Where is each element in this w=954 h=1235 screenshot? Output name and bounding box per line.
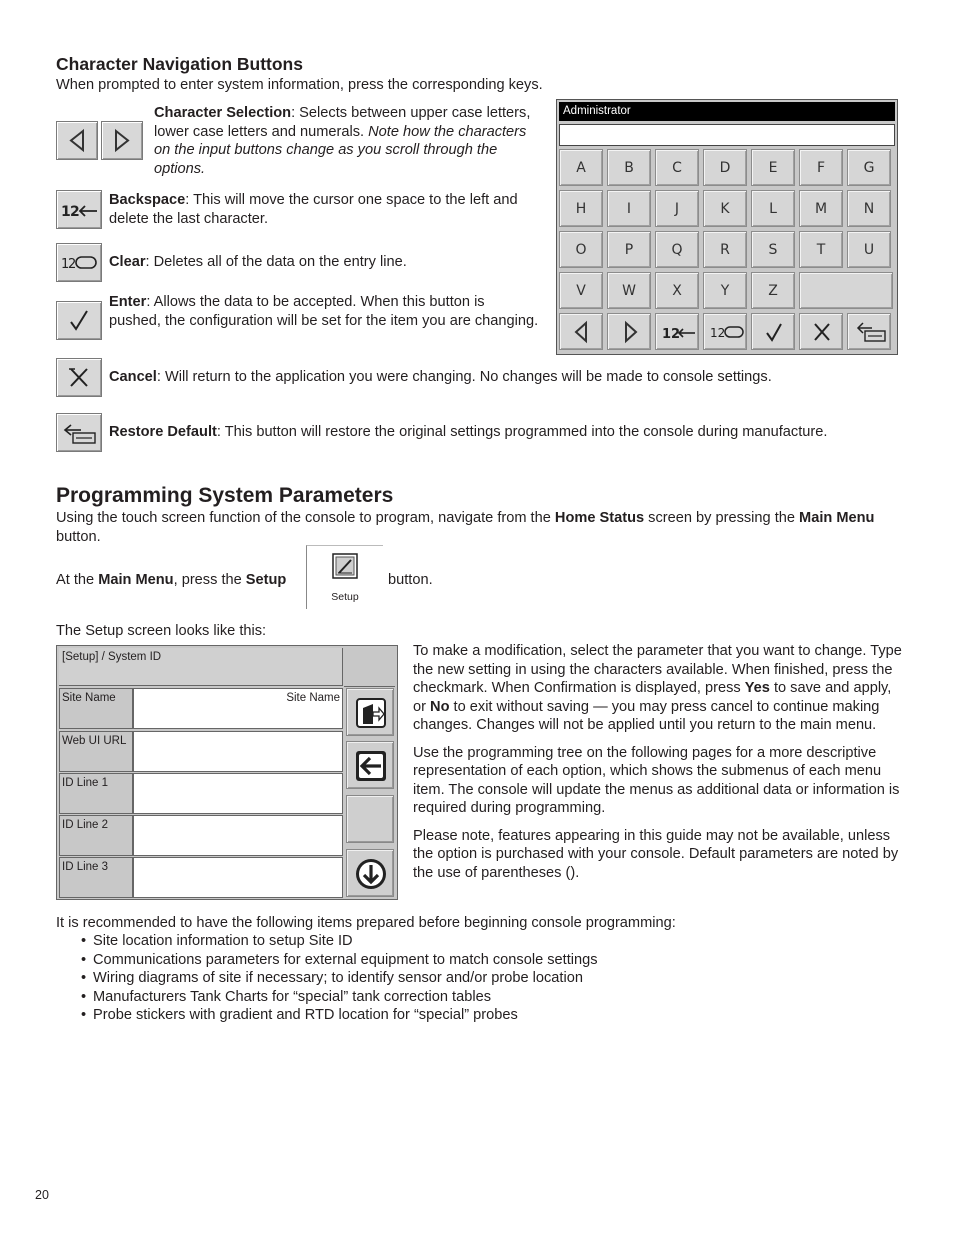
setup-row-id-line-3[interactable] bbox=[59, 857, 343, 898]
back-button[interactable] bbox=[346, 741, 394, 789]
key-j[interactable]: J bbox=[655, 190, 699, 227]
key-d[interactable]: D bbox=[703, 149, 747, 186]
setup-row-id-line-2[interactable] bbox=[59, 815, 343, 856]
programming-intro: Using the touch screen function of the console to program, navigate from the Home Status screen by pressing the Main Menu button. bbox=[56, 510, 875, 545]
keypad-restore-default-button[interactable] bbox=[847, 313, 891, 350]
backspace-button[interactable] bbox=[56, 190, 102, 229]
key-b[interactable]: B bbox=[607, 149, 651, 186]
restore-default-description: Restore Default: This button will restore the original settings programmed into the console during manufacture. bbox=[109, 424, 828, 440]
setup-row-id-line-1[interactable] bbox=[59, 773, 343, 814]
button-word: button. bbox=[388, 572, 433, 588]
key-q[interactable]: Q bbox=[655, 231, 699, 268]
right-arrow-icon bbox=[102, 122, 142, 159]
restore-default-icon bbox=[57, 414, 101, 451]
recommend-intro: It is recommended to have the following items prepared before beginning console programming: bbox=[56, 915, 676, 931]
left-arrow-button[interactable] bbox=[56, 121, 98, 160]
right-arrow-button[interactable] bbox=[101, 121, 143, 160]
cancel-x-icon bbox=[806, 318, 838, 346]
back-arrow-icon bbox=[354, 749, 388, 783]
row-label: Site Name bbox=[59, 688, 133, 729]
list-item: • Wiring diagrams of site if necessary; to identify sensor and/or probe location bbox=[81, 969, 901, 988]
modification-paragraph: To make a modification, select the parameter that you want to change. Type the new setting in using the characters available. When finished, press the checkmark. When Confirmation is displayed, press Yes to save and apply, or No to exit without saving — you may press cancel to continue making changes. Changes will not be applied until you return to the main menu. bbox=[413, 643, 902, 733]
keypad-backspace-button[interactable] bbox=[655, 313, 699, 350]
backspace-description: Backspace: This will move the cursor one space to the left and delete the last character. bbox=[109, 192, 518, 227]
setup-button[interactable] bbox=[306, 545, 383, 609]
id-line-2-field[interactable] bbox=[133, 815, 343, 856]
key-n[interactable]: N bbox=[847, 190, 891, 227]
row-label: Web UI URL bbox=[59, 731, 133, 772]
character-selection-description: Character Selection: Selects between upper case letters, lower case letters and numerals. Note how the characters on the input buttons change as you scroll through the options. bbox=[154, 105, 531, 177]
title-corner bbox=[344, 648, 395, 687]
svg-text:1: 1 bbox=[61, 204, 71, 220]
exit-door-button[interactable] bbox=[346, 688, 394, 736]
restore-default-icon bbox=[854, 318, 888, 346]
key-c[interactable]: C bbox=[655, 149, 699, 186]
key-l[interactable]: L bbox=[751, 190, 795, 227]
row-label: ID Line 3 bbox=[59, 857, 133, 898]
setup-row-site-name[interactable] bbox=[59, 688, 343, 729]
page-number: 20 bbox=[35, 1188, 49, 1202]
row-label: ID Line 2 bbox=[59, 815, 133, 856]
restore-default-button[interactable] bbox=[56, 413, 102, 452]
id-line-3-field[interactable] bbox=[133, 857, 343, 898]
left-arrow-icon bbox=[57, 122, 97, 159]
key-o[interactable]: O bbox=[559, 231, 603, 268]
right-arrow-icon bbox=[614, 318, 646, 346]
down-arrow-icon bbox=[354, 857, 388, 891]
setup-system-id-screen bbox=[56, 645, 398, 900]
cancel-x-icon bbox=[57, 359, 101, 396]
keypad-title: Administrator bbox=[559, 102, 895, 121]
key-s[interactable]: S bbox=[751, 231, 795, 268]
key-i[interactable]: I bbox=[607, 190, 651, 227]
setup-screen-title: [Setup] / System ID bbox=[59, 648, 343, 686]
key-k[interactable]: K bbox=[703, 190, 747, 227]
key-u[interactable]: U bbox=[847, 231, 891, 268]
keypad-enter-button[interactable] bbox=[751, 313, 795, 350]
enter-description: Enter: Allows the data to be accepted. When this button is pushed, the configuration will be set for the item you are changing. bbox=[109, 294, 539, 329]
left-arrow-icon bbox=[566, 318, 598, 346]
row-label: ID Line 1 bbox=[59, 773, 133, 814]
section-intro: When prompted to enter system information, press the corresponding keys. bbox=[56, 77, 543, 93]
svg-text:2: 2 bbox=[70, 204, 80, 220]
cancel-description: Cancel: Will return to the application you were changing. No changes will be made to console settings. bbox=[109, 369, 772, 385]
key-w[interactable]: W bbox=[607, 272, 651, 309]
id-line-1-field[interactable] bbox=[133, 773, 343, 814]
key-g[interactable]: G bbox=[847, 149, 891, 186]
blank-button bbox=[346, 795, 394, 843]
setup-instructions bbox=[413, 642, 903, 882]
key-t[interactable]: T bbox=[799, 231, 843, 268]
backspace-icon bbox=[662, 318, 696, 346]
checkmark-icon bbox=[57, 302, 101, 339]
blank-key bbox=[799, 272, 893, 309]
features-note-paragraph: Please note, features appearing in this guide may not be available, unless the option is purchased with your console. Default parameters are noted by the use of parentheses (). bbox=[413, 827, 899, 881]
exit-door-icon bbox=[354, 696, 388, 730]
cancel-button[interactable] bbox=[56, 358, 102, 397]
list-item: • Site location information to setup Site ID bbox=[81, 932, 901, 951]
key-m[interactable]: M bbox=[799, 190, 843, 227]
checkmark-icon bbox=[758, 318, 790, 346]
svg-text:12: 12 bbox=[662, 327, 681, 342]
section-heading-navigation: Character Navigation Buttons bbox=[56, 54, 303, 74]
scroll-down-button[interactable] bbox=[346, 849, 394, 897]
web-ui-url-field[interactable] bbox=[133, 731, 343, 772]
main-menu-instruction: At the Main Menu, press the Setup bbox=[56, 572, 287, 588]
key-v[interactable]: V bbox=[559, 272, 603, 309]
clear-icon bbox=[57, 244, 101, 281]
backspace-icon bbox=[57, 191, 101, 228]
key-p[interactable]: P bbox=[607, 231, 651, 268]
key-a[interactable]: A bbox=[559, 149, 603, 186]
list-item: • Probe stickers with gradient and RTD location for “special” probes bbox=[81, 1006, 901, 1025]
list-item: • Manufacturers Tank Charts for “special” tank correction tables bbox=[81, 988, 901, 1007]
key-x[interactable]: X bbox=[655, 272, 699, 309]
clear-icon bbox=[710, 318, 744, 346]
key-e[interactable]: E bbox=[751, 149, 795, 186]
key-y[interactable]: Y bbox=[703, 272, 747, 309]
section-heading-programming: Programming System Parameters bbox=[56, 484, 394, 507]
svg-text:2: 2 bbox=[68, 257, 77, 272]
keypad-right-button[interactable] bbox=[607, 313, 651, 350]
keypad-cancel-button[interactable] bbox=[799, 313, 843, 350]
administrator-keypad bbox=[556, 99, 898, 355]
key-f[interactable]: F bbox=[799, 149, 843, 186]
setup-screen-caption: The Setup screen looks like this: bbox=[56, 623, 267, 639]
programming-tree-paragraph: Use the programming tree on the following pages for a more descriptive representation of each option, which shows the submenus of each menu item. The console will update the menus as additional data or information is required during programming. bbox=[413, 744, 900, 816]
keypad-entry-line[interactable] bbox=[559, 124, 895, 146]
setup-button-label: Setup bbox=[331, 591, 359, 603]
key-z[interactable]: Z bbox=[751, 272, 795, 309]
key-h[interactable]: H bbox=[559, 190, 603, 227]
key-r[interactable]: R bbox=[703, 231, 747, 268]
site-name-field[interactable]: Site Name bbox=[133, 688, 343, 729]
setup-row-web-ui-url[interactable] bbox=[59, 731, 343, 772]
clear-description: Clear: Deletes all of the data on the entry line. bbox=[109, 254, 407, 270]
clear-button[interactable] bbox=[56, 243, 102, 282]
keypad-left-button[interactable] bbox=[559, 313, 603, 350]
svg-text:1: 1 bbox=[61, 257, 70, 272]
setup-icon bbox=[307, 546, 383, 594]
list-item: • Communications parameters for external equipment to match console settings bbox=[81, 951, 901, 970]
recommend-list bbox=[81, 932, 901, 1025]
enter-button[interactable] bbox=[56, 301, 102, 340]
keypad-clear-button[interactable] bbox=[703, 313, 747, 350]
svg-text:12: 12 bbox=[710, 326, 726, 340]
